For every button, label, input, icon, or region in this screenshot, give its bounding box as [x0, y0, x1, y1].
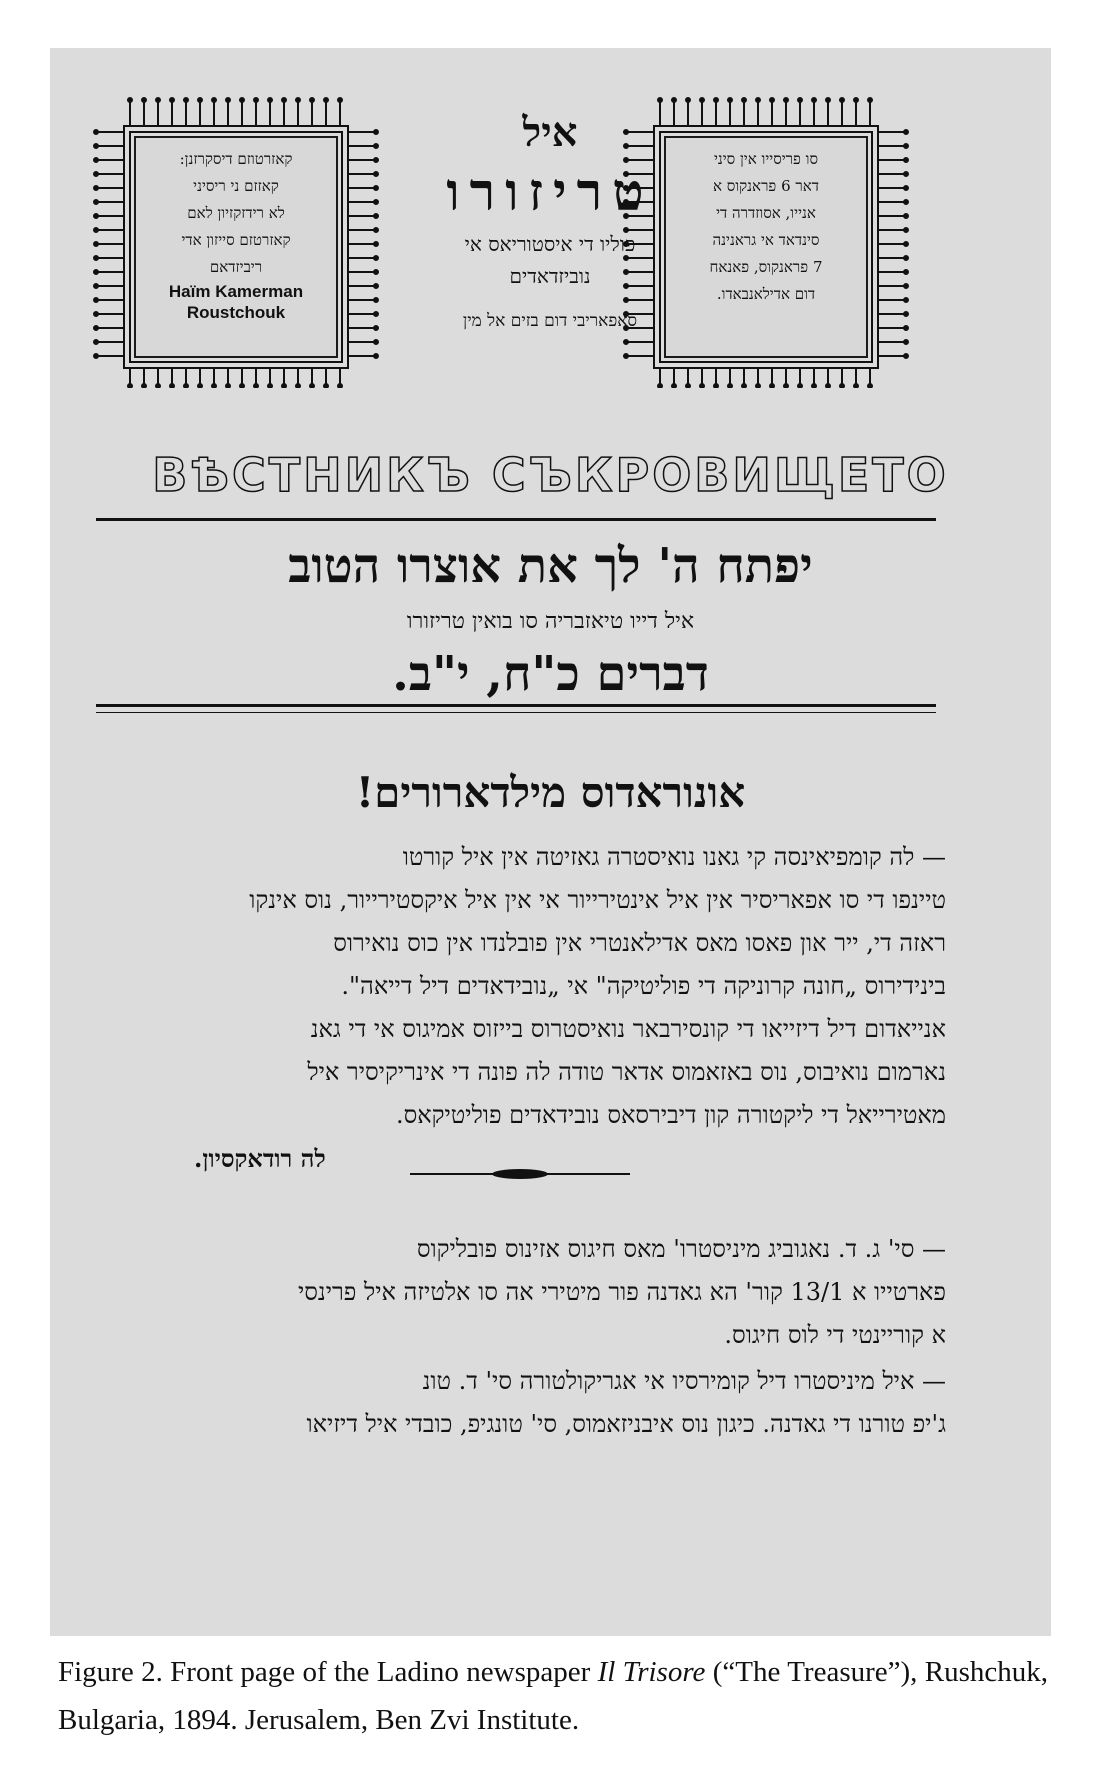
ornament-dot	[742, 384, 746, 388]
ornament-dot	[254, 98, 258, 102]
ornament-dot	[854, 98, 858, 102]
caption-suffix: (“The Treasure”), Rushchuk, Bulgaria, 1894. Jerusalem, Ben Zvi Institute.	[58, 1656, 1049, 1736]
ornament-dot	[310, 384, 314, 388]
ornament-dot	[310, 98, 314, 102]
verse-reference: דברים כ"ח, י"ב.	[392, 646, 709, 702]
verse-ladino: איל דייו טיאזבריה סו בואין טריזורו	[406, 609, 695, 634]
ornament-dot	[904, 340, 908, 344]
ornament-dot	[812, 98, 816, 102]
ornament-dot	[374, 158, 378, 162]
figure-caption	[58, 1648, 1048, 1744]
ornament-dot	[374, 144, 378, 148]
masthead	[380, 108, 720, 336]
editorial-line: — לה קומפיאינסה קי גאנו נואיסטרה גאזיטה אין איל קורטו	[402, 843, 946, 871]
newspaper-name: טריזורו	[446, 162, 654, 223]
news-item-1	[94, 1228, 946, 1357]
ornament-dot	[700, 384, 704, 388]
ornament-dot	[624, 354, 628, 358]
editorial-line: בינידירוס „חונה קרוניקה די פוליטיקה" אי „נובידאדים דיל דייאה".	[341, 972, 946, 1000]
ornament-dot	[374, 172, 378, 176]
ornament-dot	[94, 242, 98, 246]
ornament-dot	[282, 384, 286, 388]
ornament-dot	[94, 340, 98, 344]
ornament-dot	[94, 214, 98, 218]
ornament-dot	[94, 256, 98, 260]
ornament-dot	[658, 384, 662, 388]
ornament-dot	[226, 98, 230, 102]
ornament-dot	[904, 270, 908, 274]
ornament-dot	[226, 384, 230, 388]
ornament-dot	[728, 98, 732, 102]
ornament-dot	[904, 172, 908, 176]
ornament-dot	[904, 130, 908, 134]
ornament-dot	[128, 384, 132, 388]
right-box-line: אנייו, אסוזדרה די	[716, 204, 816, 222]
ornament-dot	[94, 298, 98, 302]
ornament-dot	[94, 354, 98, 358]
ornament-dot	[826, 98, 830, 102]
ornament-dot	[714, 98, 718, 102]
ornament-dot	[94, 312, 98, 316]
ornament-dot	[374, 242, 378, 246]
ornament-dot	[904, 200, 908, 204]
ornament-dot	[770, 98, 774, 102]
ornament-dot	[94, 228, 98, 232]
editorial-body	[94, 836, 946, 1180]
news-line: ג'יפ טורנו די גאדנה. כיגון נוס איבניזאמוס, סי' טונגיפ, כובדי איל דיזיאו	[306, 1410, 946, 1438]
ornament-dot	[170, 98, 174, 102]
ornament-dot	[904, 326, 908, 330]
ornament-dot	[94, 158, 98, 162]
ornament-dot	[296, 384, 300, 388]
news-line: פארטייו א 13/1 קור' הא גאדנה פור מיטירי אה סו אלטיזה איל פרינסי	[297, 1278, 946, 1306]
ornament-dot	[282, 98, 286, 102]
ornament-dot	[840, 98, 844, 102]
ornament-dot	[904, 312, 908, 316]
cyrillic-title: ВѢСТНИКЪ СЪКРОВИЩЕТО	[152, 448, 949, 502]
masthead-note: סאפאריבי דום בזים אל מין	[462, 311, 638, 331]
ornament-dot	[142, 98, 146, 102]
ornament-dot	[156, 98, 160, 102]
editorial-headline: אונוראדוס מילדארורים!	[355, 768, 746, 817]
ornament-dot	[94, 130, 98, 134]
ornament-dot	[374, 340, 378, 344]
ornament-dot	[94, 200, 98, 204]
editorial-signoff: לה רודאקסיון.	[194, 1144, 326, 1173]
ornament-dot	[700, 98, 704, 102]
ornament-dot	[798, 384, 802, 388]
editorial-line: טיינפו די סו אפאריסיר אין איל אינטירייור אי אין איל איקסטירייור, נוס אינקו	[249, 886, 946, 914]
ornament-dot	[686, 384, 690, 388]
ornament-dot	[254, 384, 258, 388]
right-box-line: דאר 6 פראנקוס א	[713, 177, 819, 195]
ornament-dot	[268, 98, 272, 102]
left-box-line: קאזרטזם סייזון אדי	[181, 231, 291, 249]
newspaper-scan	[50, 48, 1051, 1636]
masthead-subtitle: פוליו די איסטוריאס אי	[464, 232, 636, 256]
left-box-line: לא רידזקזיון לאם	[187, 204, 285, 222]
ornament-dot	[374, 214, 378, 218]
ornament-dot	[686, 98, 690, 102]
ornament-dot	[268, 384, 272, 388]
ornament-dot	[94, 172, 98, 176]
ornament-dot	[904, 298, 908, 302]
ornament-dot	[672, 98, 676, 102]
right-box-line: סינדאד אי גראנינה	[712, 231, 820, 249]
ornament-dot	[784, 98, 788, 102]
publisher-city: Roustchouk	[186, 303, 286, 322]
ornament-dot	[212, 384, 216, 388]
ornament-dot	[198, 98, 202, 102]
verse-hebrew: יפתח ה' לך את אוצרו הטוב	[288, 538, 813, 594]
ornament-dot	[324, 98, 328, 102]
ornament-dot	[94, 326, 98, 330]
ornament-dot	[374, 326, 378, 330]
left-box-line: קאזזם ני ריסיני	[193, 177, 279, 195]
ornament-dot	[184, 384, 188, 388]
ornament-dot	[904, 284, 908, 288]
ornament-dot	[904, 256, 908, 260]
right-box-line: דום אדילאנבאדו.	[716, 285, 816, 303]
ornament-dot	[338, 384, 342, 388]
ornament-dot	[658, 98, 662, 102]
ornament-dot	[374, 270, 378, 274]
double-rule	[96, 704, 936, 713]
ornament-dot	[212, 98, 216, 102]
ornament-dot	[374, 298, 378, 302]
caption-title: Il Trisore	[597, 1656, 706, 1688]
ornament-dot	[904, 242, 908, 246]
ornament-dot	[868, 384, 872, 388]
masthead-article: איל	[522, 109, 578, 156]
caption-prefix: Figure 2. Front page of the Ladino newspaper	[58, 1656, 598, 1688]
editorial-line: אנייאדום דיל דיזייאו די קונסירבאר נואיסטרוס בייזוס אמיגוס אי די גאנ	[310, 1015, 946, 1043]
divider-rule	[96, 518, 936, 521]
ornament-dot	[156, 384, 160, 388]
ornament-dot	[868, 98, 872, 102]
ornament-dot	[240, 98, 244, 102]
left-box-text	[134, 136, 338, 358]
ornament-dot	[826, 384, 830, 388]
ornament-dot	[770, 384, 774, 388]
left-box-line: ריביזדאם	[209, 258, 263, 276]
ornament-dot	[374, 200, 378, 204]
ornament-dot	[338, 98, 342, 102]
ornament-dot	[374, 130, 378, 134]
ornament-dot	[784, 384, 788, 388]
editorial-line: ראזה די, ייר און פאסו מאס אדילאנטרי אין פובלנדו אין כוס נואירוס	[333, 929, 946, 957]
ornament-dot	[742, 98, 746, 102]
ornament-dot	[170, 384, 174, 388]
left-box-line: קאזרטוזם דיסקרזנן:	[179, 150, 293, 168]
ornament-dot	[714, 384, 718, 388]
news-line: — איל מיניסטרו דיל קומירסיו אי אגריקולטורה סי' ד. טונ	[422, 1367, 946, 1395]
ornament-dot	[728, 384, 732, 388]
ornament-dot	[128, 98, 132, 102]
ornament-dot	[94, 284, 98, 288]
ornament-dot	[798, 98, 802, 102]
ornament-dot	[624, 340, 628, 344]
ornament-dot	[142, 384, 146, 388]
ornament-dot	[756, 384, 760, 388]
news-line: — סי' ג. ד. נאגוביג מיניסטרו' מאס חיגוס אזינוס פובליקוס	[416, 1235, 946, 1263]
publisher-name: Haïm Kamerman	[168, 282, 304, 301]
ornament-dot	[904, 228, 908, 232]
editorial-line: נארמום נואיבוס, נוס באזאמוס אדאר טודה לה פונה די אינריקיסיר איל	[307, 1058, 946, 1086]
ornament-dot	[374, 354, 378, 358]
ornamental-divider	[410, 1166, 630, 1182]
ornament-dot	[672, 384, 676, 388]
ornament-dot	[198, 384, 202, 388]
ornament-dot	[374, 186, 378, 190]
ornament-dot	[374, 256, 378, 260]
ornament-dot	[94, 144, 98, 148]
news-item-2	[94, 1360, 946, 1446]
masthead-subtitle-2: נוביזדאדים	[509, 264, 591, 288]
ornament-dot	[840, 384, 844, 388]
ornament-dot	[374, 228, 378, 232]
ornament-dot	[854, 384, 858, 388]
ornament-dot	[374, 312, 378, 316]
ornament-dot	[904, 186, 908, 190]
right-box-line: סו פריסייו אין סיני	[713, 150, 819, 168]
ornament-dot	[94, 270, 98, 274]
ornament-dot	[94, 186, 98, 190]
ornament-dot	[374, 284, 378, 288]
ornament-dot	[324, 384, 328, 388]
news-line: א קוריינטי די לוס חיגוס.	[724, 1321, 946, 1349]
editorial-line: מאטירייאל די ליקטורה קון דיבירסאס נובידאדים פוליטיקאס.	[395, 1101, 946, 1129]
left-ornament-box	[86, 88, 386, 388]
ornament-dot	[904, 158, 908, 162]
ornament-dot	[904, 214, 908, 218]
ornament-dot	[812, 384, 816, 388]
right-box-line: 7 פראנקוס, פאנאח	[709, 258, 823, 276]
ornament-dot	[904, 354, 908, 358]
ornament-dot	[240, 384, 244, 388]
ornament-dot	[184, 98, 188, 102]
ornament-dot	[904, 144, 908, 148]
ornament-dot	[296, 98, 300, 102]
ornament-dot	[756, 98, 760, 102]
